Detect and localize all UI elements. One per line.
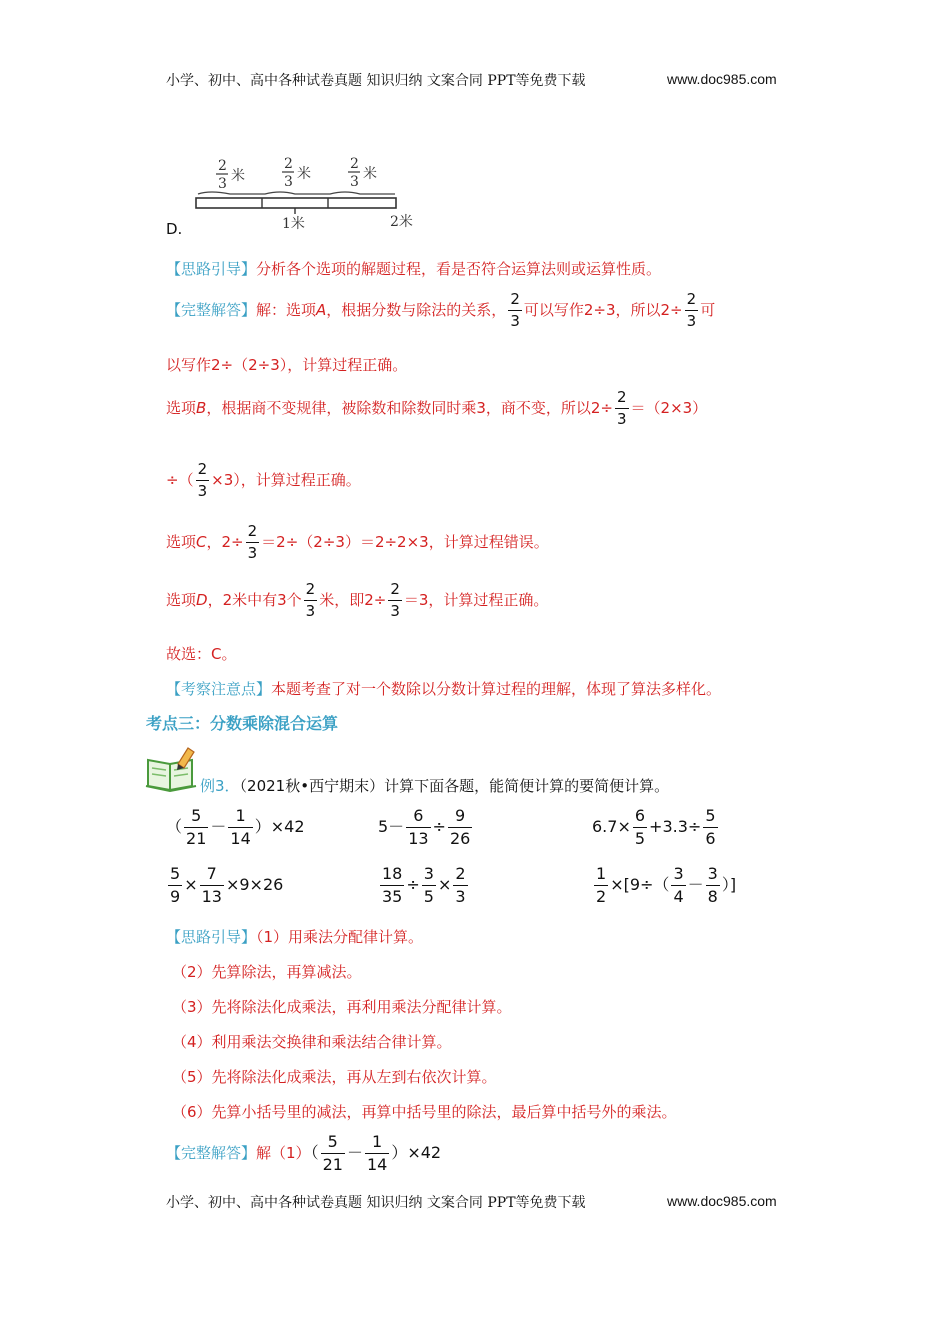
example-3 bbox=[200, 775, 669, 796]
note-1-tag: 【考察注意点】 bbox=[166, 680, 272, 698]
answer-1-line-c: 选项C，2÷ $\frac{2}{3}$ ＝2÷（2÷3）＝2÷2×3，计算过程错误。 bbox=[166, 522, 549, 562]
answer-2-tag: 【完整解答】 bbox=[166, 1144, 257, 1162]
seg1-den: 3 bbox=[218, 176, 227, 192]
fraction: $\frac{1}{2}$ bbox=[596, 864, 607, 906]
problem-1: （ $\frac{5}{21}$ － $\frac{1}{14}$ ）×42 bbox=[166, 806, 305, 848]
section-heading: 考点三：分数乘除混合运算 bbox=[146, 714, 339, 733]
seg2-unit: 米 bbox=[297, 166, 311, 182]
fraction: $\frac{2}{3}$ bbox=[616, 388, 627, 428]
fraction: $\frac{6}{13}$ bbox=[408, 806, 429, 848]
fraction: $\frac{5}{6}$ bbox=[705, 806, 716, 848]
answer-2: 【完整解答】解（1）（ $\frac{5}{21}$ － $\frac{1}{14}$ ）×42 bbox=[166, 1132, 442, 1174]
fraction: $\frac{9}{26}$ bbox=[449, 806, 471, 848]
page-header-text: 小学、初中、高中各种试卷真题 知识归纳 文案合同 PPT等免费下载 bbox=[166, 73, 586, 89]
fraction: $\frac{1}{14}$ bbox=[230, 806, 251, 848]
answer-1-choice: 故选：C。 bbox=[166, 645, 237, 663]
fraction: $\frac{2}{3}$ bbox=[455, 864, 466, 906]
hint-2-line-5: （5）先将除法化成乘法，再从左到右依次计算。 bbox=[172, 1068, 497, 1086]
fraction: $\frac{5}{21}$ bbox=[186, 806, 207, 848]
answer-1-tag: 【完整解答】 bbox=[166, 301, 257, 319]
fraction: $\frac{1}{14}$ bbox=[366, 1132, 388, 1174]
problem-6: $\frac{1}{2}$ ×[9÷（ $\frac{3}{4}$ － $\frac{3}{8}$ ）] bbox=[596, 864, 737, 906]
page-header-url[interactable]: www.doc985.com bbox=[667, 71, 777, 87]
fraction: $\frac{3}{5}$ bbox=[423, 864, 434, 906]
fraction: $\frac{6}{5}$ bbox=[634, 806, 646, 848]
problem-5: $\frac{18}{35}$ ÷ $\frac{3}{5}$ × $\frac{2}{3}$ bbox=[382, 864, 466, 906]
hint-2-tag: 【思路引导】 bbox=[166, 928, 257, 946]
hint-1-tag: 【思路引导】 bbox=[166, 260, 257, 278]
hint-1 bbox=[166, 258, 661, 279]
answer-1-line-a2: 以写作2÷（2÷3），计算过程正确。 bbox=[166, 356, 408, 374]
note-1-text: 本题考查了对一个数除以分数计算过程的理解，体现了算法多样化。 bbox=[271, 680, 722, 698]
hint-2-line-6: （6）先算小括号里的减法，再算中括号里的除法，最后算中括号外的乘法。 bbox=[172, 1103, 677, 1121]
fraction: $\frac{2}{3}$ bbox=[197, 460, 208, 500]
example-label: 例3． bbox=[200, 777, 240, 795]
note-1 bbox=[166, 678, 721, 699]
fraction: $\frac{2}{3}$ bbox=[305, 580, 316, 620]
book-pencil-icon bbox=[144, 746, 198, 792]
answer-1-line-b: 选项B，根据商不变规律，被除数和除数同时乘3，商不变，所以2÷ $\frac{2}{3}$ ＝（2×3） bbox=[166, 388, 708, 428]
page-footer-url[interactable]: www.doc985.com bbox=[667, 1193, 777, 1209]
fraction: $\frac{18}{35}$ bbox=[382, 864, 403, 906]
seg3-unit: 米 bbox=[363, 166, 377, 182]
fraction: $\frac{2}{3}$ bbox=[390, 580, 400, 620]
problem-2: 5－ $\frac{6}{13}$ ÷ $\frac{9}{26}$ bbox=[378, 806, 471, 848]
seg2-num: 2 bbox=[284, 156, 293, 172]
hint-2-line-4: （4）利用乘法交换律和乘法结合律计算。 bbox=[172, 1033, 452, 1051]
fraction: $\frac{5}{9}$ bbox=[170, 864, 181, 906]
answer-1-line-d: 选项D，2米中有3个 $\frac{2}{3}$ 米，即2÷ $\frac{2}{3}$ ＝3，计算过程正确。 bbox=[166, 580, 549, 620]
problem-4: $\frac{5}{9}$ × $\frac{7}{13}$ ×9×26 bbox=[170, 864, 284, 906]
answer-1-line-a: 【完整解答】解：选项A，根据分数与除法的关系， $\frac{2}{3}$ 可以写作2÷3，所以2÷ $\frac{2}{3}$ 可 bbox=[166, 290, 716, 330]
seg2-den: 3 bbox=[284, 174, 293, 190]
hint-2-line-3: （3）先将除法化成乘法，再利用乘法分配律计算。 bbox=[172, 998, 512, 1016]
hint-1-text: 分析各个选项的解题过程，看是否符合运算法则或运算性质。 bbox=[256, 260, 662, 278]
fraction: $\frac{3}{8}$ bbox=[707, 864, 718, 906]
example-text: （2021秋•西宁期末）计算下面各题，能简便计算的要简便计算。 bbox=[239, 777, 670, 795]
seg1-unit: 米 bbox=[231, 168, 245, 184]
fraction: $\frac{5}{21}$ bbox=[322, 1132, 343, 1174]
option-d-label: D. bbox=[166, 220, 183, 238]
page-footer-text: 小学、初中、高中各种试卷真题 知识归纳 文案合同 PPT等免费下载 bbox=[166, 1195, 586, 1211]
problem-3: 6.7× $\frac{6}{5}$ +3.3÷ $\frac{5}{6}$ bbox=[592, 806, 716, 848]
ruler-bar bbox=[196, 198, 396, 208]
fraction: $\frac{2}{3}$ bbox=[686, 290, 697, 330]
ruler-diagram bbox=[190, 150, 430, 232]
fraction: $\frac{2}{3}$ bbox=[247, 522, 258, 562]
mark-1m: 1米 bbox=[282, 216, 305, 232]
seg1-num: 2 bbox=[218, 158, 227, 174]
answer-1-line-b2: ÷（ $\frac{2}{3}$ ×3），计算过程正确。 bbox=[166, 460, 361, 500]
seg3-den: 3 bbox=[350, 174, 359, 190]
hint-2-line-2: （2）先算除法，再算减法。 bbox=[172, 963, 362, 981]
fraction: $\frac{3}{4}$ bbox=[673, 864, 684, 906]
fraction: $\frac{7}{13}$ bbox=[201, 864, 222, 906]
hint-2-line-1: 【思路引导】（1）用乘法分配律计算。 bbox=[166, 928, 424, 946]
mark-2m: 2米 bbox=[390, 214, 413, 230]
ruler-figure bbox=[190, 150, 430, 232]
fraction: $\frac{2}{3}$ bbox=[510, 290, 520, 330]
seg3-num: 2 bbox=[350, 156, 359, 172]
